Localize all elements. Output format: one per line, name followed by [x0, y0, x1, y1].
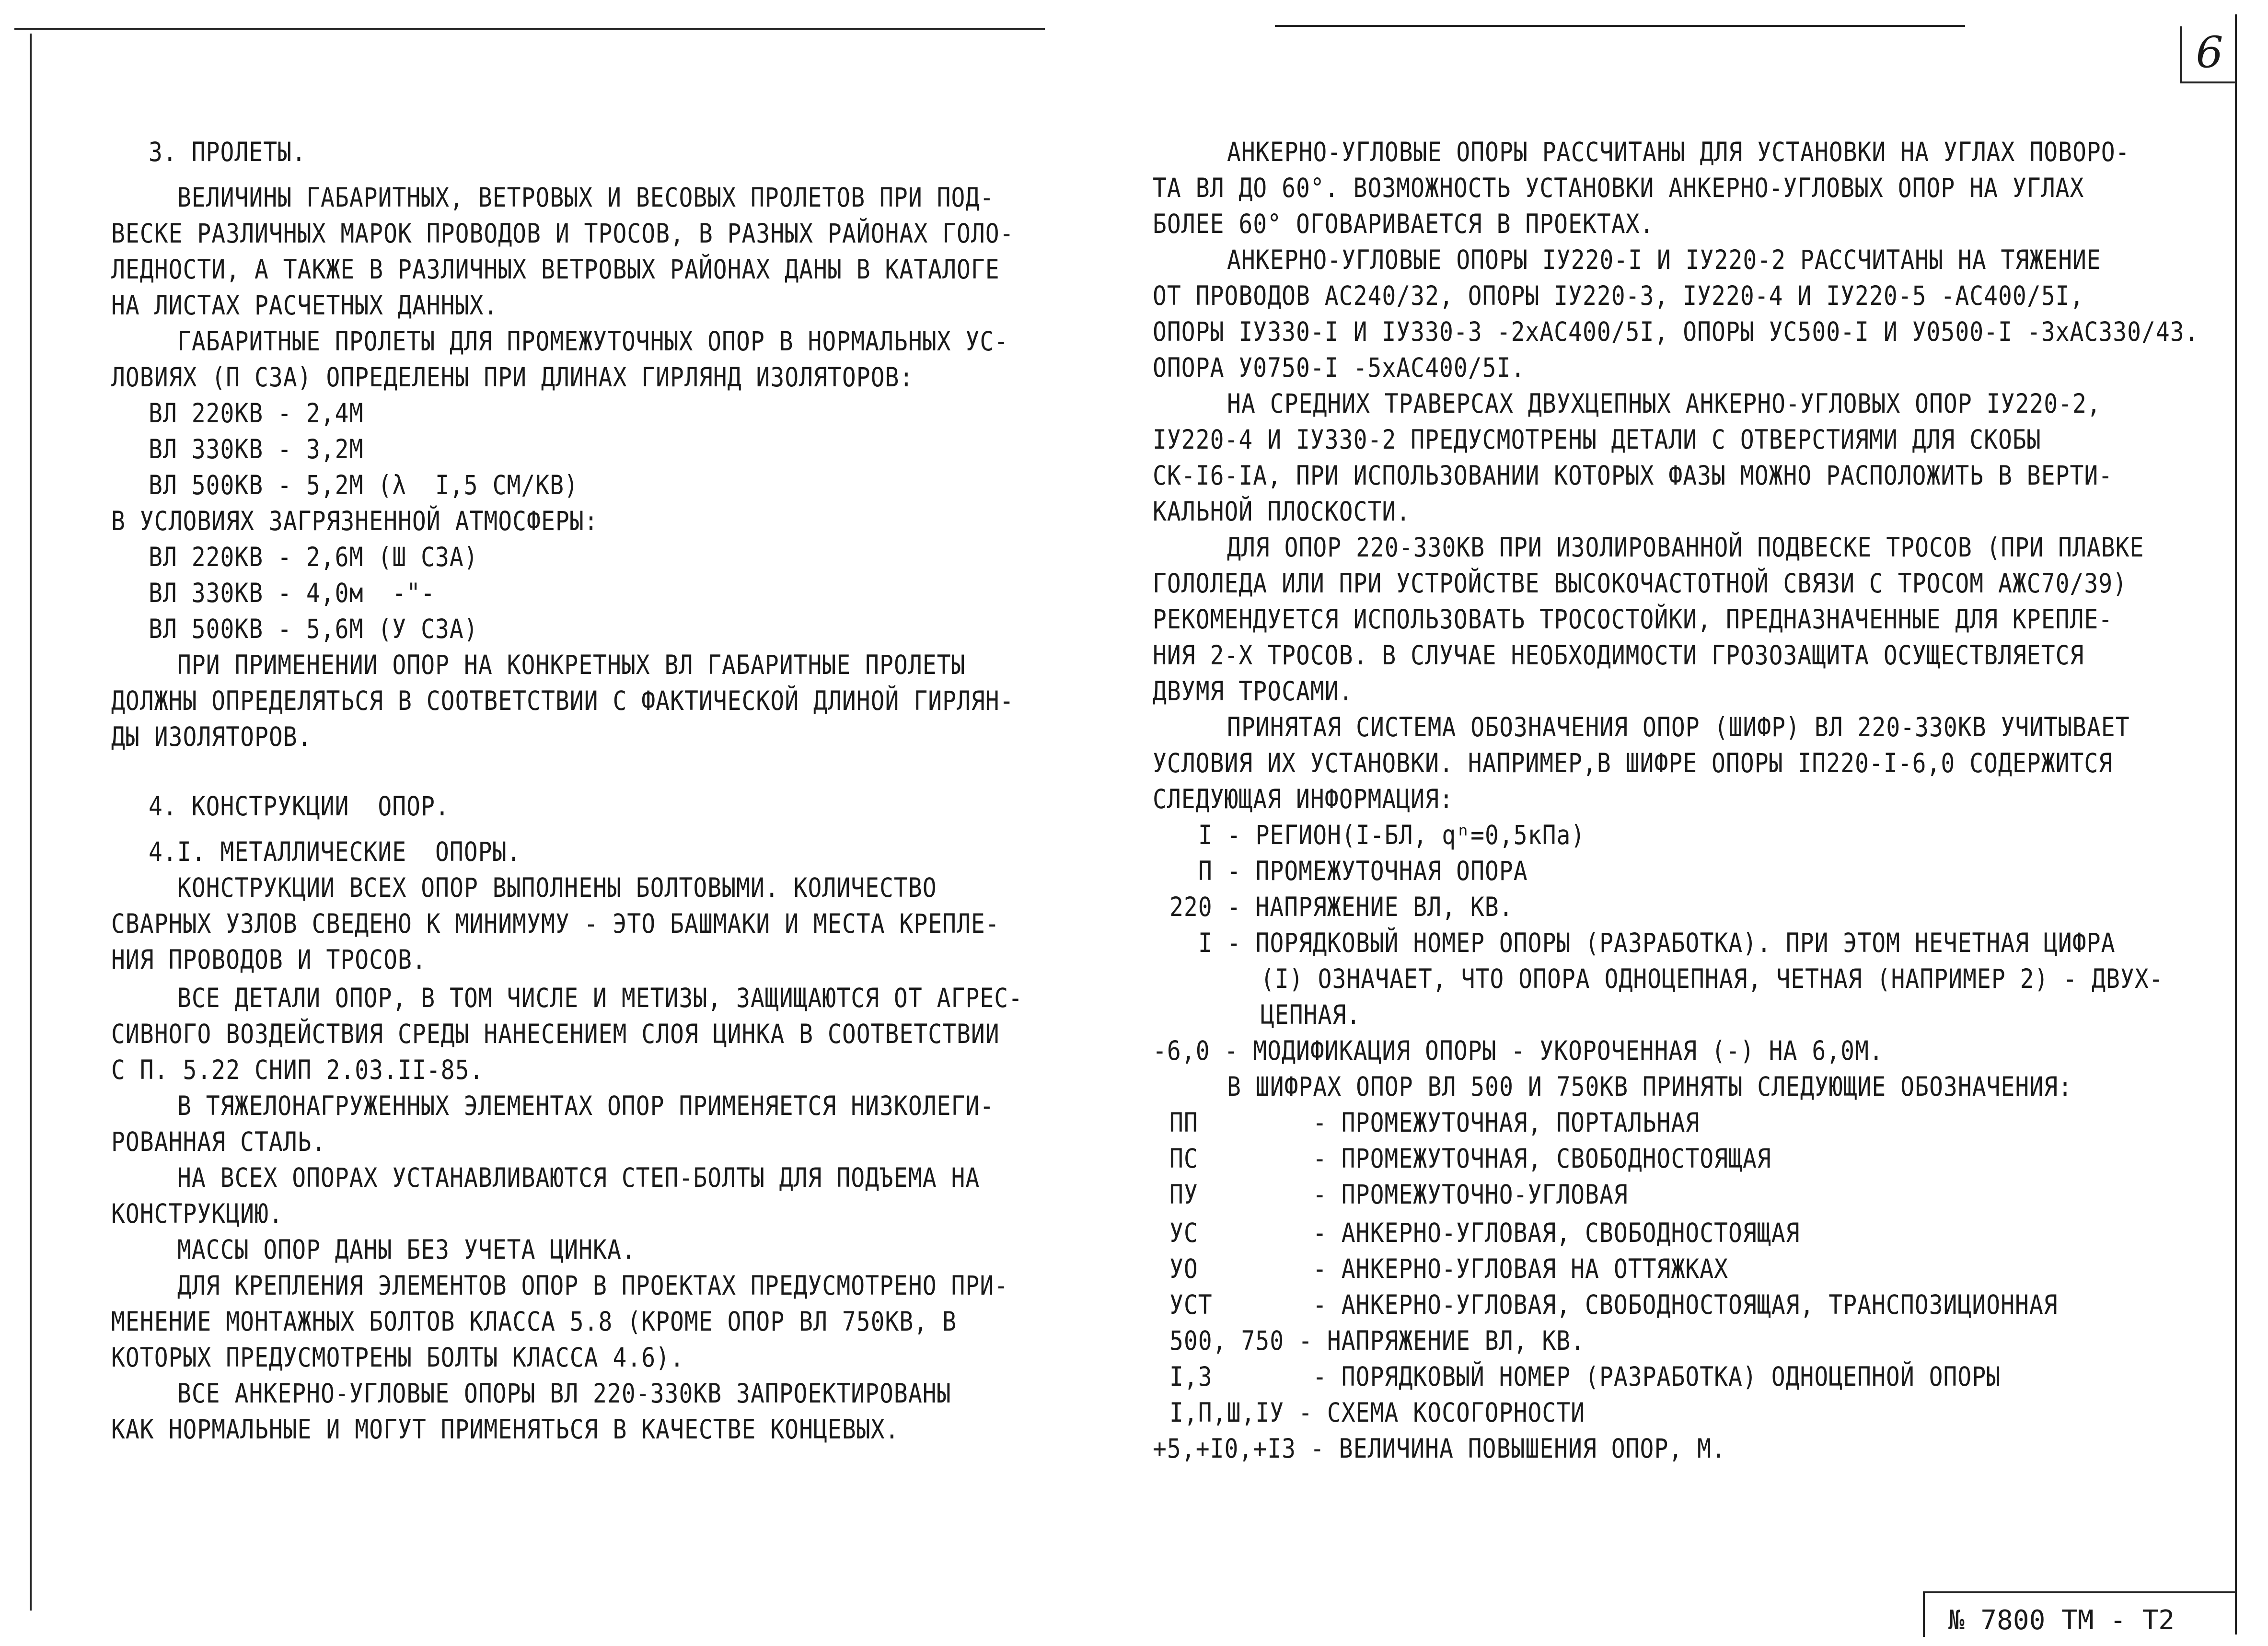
text-line: МЕНЕНИЕ МОНТАЖНЫХ БОЛТОВ КЛАССА 5.8 (КРОМЕ ОПОР ВЛ 750КВ, В [111, 1306, 957, 1337]
text-line: РОВАННАЯ СТАЛЬ. [111, 1126, 326, 1158]
text-line: КОНСТРУКЦИЮ. [111, 1198, 283, 1229]
text-line: ОПОРА У0750-I -5хАС400/5I. [1153, 352, 1526, 383]
top-rule-left [14, 28, 1045, 30]
text-line: НА ВСЕХ ОПОРАХ УСТАНАВЛИВАЮТСЯ СТЕП-БОЛТЫ ДЛЯ ПОДЪЕМА НА [177, 1162, 980, 1194]
document-number: № 7800 ТМ - Т2 [1948, 1605, 2175, 1636]
text-line: ДЛЯ КРЕПЛЕНИЯ ЭЛЕМЕНТОВ ОПОР В ПРОЕКТАХ ПРЕДУСМОТРЕНО ПРИ- [177, 1270, 1009, 1301]
text-line: I - РЕГИОН(I-БЛ, qⁿ=0,5кПа) [1198, 820, 1585, 851]
text-line: ТА ВЛ ДО 60°. ВОЗМОЖНОСТЬ УСТАНОВКИ АНКЕРНО-УГЛОВЫХ ОПОР НА УГЛАХ [1153, 173, 2084, 204]
text-line: ГАБАРИТНЫЕ ПРОЛЕТЫ ДЛЯ ПРОМЕЖУТОЧНЫХ ОПОР В НОРМАЛЬНЫХ УС- [177, 326, 1009, 357]
text-line: ОТ ПРОВОДОВ АС240/32, ОПОРЫ IУ220-3, IУ220-4 И IУ220-5 -АС400/5I, [1153, 280, 2084, 312]
text-line: ДЛЯ ОПОР 220-330КВ ПРИ ИЗОЛИРОВАННОЙ ПОДВЕСКЕ ТРОСОВ (ПРИ ПЛАВКЕ [1227, 532, 2144, 563]
text-line: МАССЫ ОПОР ДАНЫ БЕЗ УЧЕТА ЦИНКА. [177, 1234, 636, 1265]
text-line: ЛОВИЯХ (П СЗА) ОПРЕДЕЛЕНЫ ПРИ ДЛИНАХ ГИРЛЯНД ИЗОЛЯТОРОВ: [111, 362, 914, 393]
text-line: 3. ПРОЛЕТЫ. [149, 137, 306, 168]
text-line: КОНСТРУКЦИИ ВСЕХ ОПОР ВЫПОЛНЕНЫ БОЛТОВЫМИ. КОЛИЧЕСТВО [177, 872, 937, 904]
text-line: ПРИНЯТАЯ СИСТЕМА ОБОЗНАЧЕНИЯ ОПОР (ШИФР) ВЛ 220-330КВ УЧИТЫВАЕТ [1227, 712, 2130, 743]
page-number-box-bottom [2180, 81, 2236, 83]
text-line: -6,0 - МОДИФИКАЦИЯ ОПОРЫ - УКОРОЧЕННАЯ (-) НА 6,0М. [1153, 1035, 1884, 1066]
stamp-box-left [1923, 1591, 1925, 1637]
text-line: 4. КОНСТРУКЦИИ ОПОР. [149, 791, 450, 822]
text-line: СИВНОГО ВОЗДЕЙСТВИЯ СРЕДЫ НАНЕСЕНИЕМ СЛОЯ ЦИНКА В СООТВЕТСТВИИ [111, 1019, 1000, 1050]
top-rule-right [1275, 25, 1965, 27]
text-line: ДОЛЖНЫ ОПРЕДЕЛЯТЬСЯ В СООТВЕТСТВИИ С ФАКТИЧЕСКОЙ ДЛИНОЙ ГИРЛЯН- [111, 685, 1014, 717]
text-line: 4.I. МЕТАЛЛИЧЕСКИЕ ОПОРЫ. [149, 836, 521, 868]
text-line: ВЛ 500КВ - 5,2М (λ I,5 СМ/КВ) [149, 470, 579, 501]
text-line: ПП - ПРОМЕЖУТОЧНАЯ, ПОРТАЛЬНАЯ [1169, 1107, 1700, 1138]
text-line: ВСЕ ДЕТАЛИ ОПОР, В ТОМ ЧИСЛЕ И МЕТИЗЫ, ЗАЩИЩАЮТСЯ ОТ АГРЕС- [177, 983, 1023, 1014]
text-line: УСЛОВИЯ ИХ УСТАНОВКИ. НАПРИМЕР,В ШИФРЕ ОПОРЫ IП220-I-6,0 СОДЕРЖИТСЯ [1153, 748, 2113, 779]
text-line: I - ПОРЯДКОВЫЙ НОМЕР ОПОРЫ (РАЗРАБОТКА). ПРИ ЭТОМ НЕЧЕТНАЯ ЦИФРА [1198, 927, 2116, 959]
text-line: ГОЛОЛЕДА ИЛИ ПРИ УСТРОЙСТВЕ ВЫСОКОЧАСТОТНОЙ СВЯЗИ С ТРОСОМ АЖС70/39) [1153, 568, 2128, 599]
text-line: ДВУМЯ ТРОСАМИ. [1153, 676, 1354, 707]
text-line: РЕКОМЕНДУЕТСЯ ИСПОЛЬЗОВАТЬ ТРОСОСТОЙКИ, ПРЕДНАЗНАЧЕННЫЕ ДЛЯ КРЕПЛЕ- [1153, 604, 2113, 635]
text-line: ЛЕДНОСТИ, А ТАКЖЕ В РАЗЛИЧНЫХ ВЕТРОВЫХ РАЙОНАХ ДАНЫ В КАТАЛОГЕ [111, 254, 1000, 285]
text-line: (I) ОЗНАЧАЕТ, ЧТО ОПОРА ОДНОЦЕПНАЯ, ЧЕТНАЯ (НАПРИМЕР 2) - ДВУХ- [1261, 963, 2164, 995]
right-margin-line [2235, 14, 2237, 1634]
text-line: ВЛ 500КВ - 5,6М (У СЗА) [149, 614, 478, 645]
text-line: НА СРЕДНИХ ТРАВЕРСАХ ДВУХЦЕПНЫХ АНКЕРНО-УГЛОВЫХ ОПОР IУ220-2, [1227, 388, 2101, 419]
text-line: НИЯ 2-Х ТРОСОВ. В СЛУЧАЕ НЕОБХОДИМОСТИ ГРОЗОЗАЩИТА ОСУЩЕСТВЛЯЕТСЯ [1153, 640, 2084, 671]
text-line: ВЕСКЕ РАЗЛИЧНЫХ МАРОК ПРОВОДОВ И ТРОСОВ, В РАЗНЫХ РАЙОНАХ ГОЛО- [111, 218, 1014, 249]
text-line: КАЛЬНОЙ ПЛОСКОСТИ. [1153, 496, 1411, 527]
text-line: ВЛ 220КВ - 2,6М (Ш СЗА) [149, 542, 478, 573]
text-line: СВАРНЫХ УЗЛОВ СВЕДЕНО К МИНИМУМУ - ЭТО БАШМАКИ И МЕСТА КРЕПЛЕ- [111, 908, 1000, 939]
text-line: КАК НОРМАЛЬНЫЕ И МОГУТ ПРИМЕНЯТЬСЯ В КАЧЕСТВЕ КОНЦЕВЫХ. [111, 1414, 900, 1445]
text-line: ВЛ 330КВ - 3,2М [149, 434, 364, 465]
text-line: +5,+I0,+I3 - ВЕЛИЧИНА ПОВЫШЕНИЯ ОПОР, М. [1153, 1433, 1726, 1464]
page-number: 6 [2196, 27, 2223, 78]
text-line: ДЫ ИЗОЛЯТОРОВ. [111, 721, 312, 753]
left-margin-line [30, 34, 32, 1611]
text-line: НА ЛИСТАХ РАСЧЕТНЫХ ДАННЫХ. [111, 290, 498, 321]
text-line: ВЕЛИЧИНЫ ГАБАРИТНЫХ, ВЕТРОВЫХ И ВЕСОВЫХ ПРОЛЕТОВ ПРИ ПОД- [177, 182, 995, 213]
text-line: АНКЕРНО-УГЛОВЫЕ ОПОРЫ IУ220-I И IУ220-2 РАССЧИТАНЫ НА ТЯЖЕНИЕ [1227, 244, 2101, 276]
text-line: В УСЛОВИЯХ ЗАГРЯЗНЕННОЙ АТМОСФЕРЫ: [111, 506, 599, 537]
text-line: В ТЯЖЕЛОНАГРУЖЕННЫХ ЭЛЕМЕНТАХ ОПОР ПРИМЕНЯЕТСЯ НИЗКОЛЕГИ- [177, 1090, 995, 1122]
text-line: ВЛ 330КВ - 4,0м -"- [149, 578, 435, 609]
text-line: IУ220-4 И IУ330-2 ПРЕДУСМОТРЕНЫ ДЕТАЛИ С ОТВЕРСТИЯМИ ДЛЯ СКОБЫ [1153, 424, 2041, 455]
text-line: АНКЕРНО-УГЛОВЫЕ ОПОРЫ РАССЧИТАНЫ ДЛЯ УСТАНОВКИ НА УГЛАХ ПОВОРО- [1227, 137, 2130, 168]
text-line: П - ПРОМЕЖУТОЧНАЯ ОПОРА [1198, 856, 1528, 887]
text-line: ПС - ПРОМЕЖУТОЧНАЯ, СВОБОДНОСТОЯЩАЯ [1169, 1143, 1771, 1174]
text-line: I,3 - ПОРЯДКОВЫЙ НОМЕР (РАЗРАБОТКА) ОДНОЦЕПНОЙ ОПОРЫ [1169, 1361, 2001, 1392]
stamp-box-top [1923, 1591, 2237, 1593]
text-line: УСТ - АНКЕРНО-УГЛОВАЯ, СВОБОДНОСТОЯЩАЯ, ТРАНСПОЗИЦИОННАЯ [1169, 1289, 2058, 1321]
text-line: В ШИФРАХ ОПОР ВЛ 500 И 750КВ ПРИНЯТЫ СЛЕДУЮЩИЕ ОБОЗНАЧЕНИЯ: [1227, 1071, 2073, 1102]
text-line: УО - АНКЕРНО-УГЛОВАЯ НА ОТТЯЖКАХ [1169, 1253, 1729, 1285]
text-line: 220 - НАПРЯЖЕНИЕ ВЛ, КВ. [1169, 892, 1514, 923]
text-line: ПУ - ПРОМЕЖУТОЧНО-УГЛОВАЯ [1169, 1179, 1628, 1210]
text-line: 500, 750 - НАПРЯЖЕНИЕ ВЛ, КВ. [1169, 1325, 1585, 1356]
text-line: ПРИ ПРИМЕНЕНИИ ОПОР НА КОНКРЕТНЫХ ВЛ ГАБАРИТНЫЕ ПРОЛЕТЫ [177, 649, 966, 681]
text-line: ВЛ 220КВ - 2,4М [149, 398, 364, 429]
text-line: ВСЕ АНКЕРНО-УГЛОВЫЕ ОПОРЫ ВЛ 220-330КВ ЗАПРОЕКТИРОВАНЫ [177, 1378, 951, 1409]
text-line: НИЯ ПРОВОДОВ И ТРОСОВ. [111, 944, 427, 975]
page-number-box-left [2180, 26, 2182, 83]
text-line: КОТОРЫХ ПРЕДУСМОТРЕНЫ БОЛТЫ КЛАССА 4.6). [111, 1342, 684, 1373]
text-line: УС - АНКЕРНО-УГЛОВАЯ, СВОБОДНОСТОЯЩАЯ [1169, 1217, 1800, 1249]
text-line: С П. 5.22 СНИП 2.03.II-85. [111, 1055, 484, 1086]
text-line: I,П,Ш,IУ - СХЕМА КОСОГОРНОСТИ [1169, 1397, 1585, 1428]
text-line: СК-I6-IА, ПРИ ИСПОЛЬЗОВАНИИ КОТОРЫХ ФАЗЫ МОЖНО РАСПОЛОЖИТЬ В ВЕРТИ- [1153, 460, 2113, 491]
text-line: ЦЕПНАЯ. [1261, 999, 1361, 1031]
text-line: БОЛЕЕ 60° ОГОВАРИВАЕТСЯ В ПРОЕКТАХ. [1153, 209, 1655, 240]
text-line: СЛЕДУЮЩАЯ ИНФОРМАЦИЯ: [1153, 784, 1454, 815]
text-line: ОПОРЫ IУ330-I И IУ330-3 -2хАС400/5I, ОПОРЫ УС500-I И У0500-I -3хАС330/43. [1153, 316, 2199, 348]
